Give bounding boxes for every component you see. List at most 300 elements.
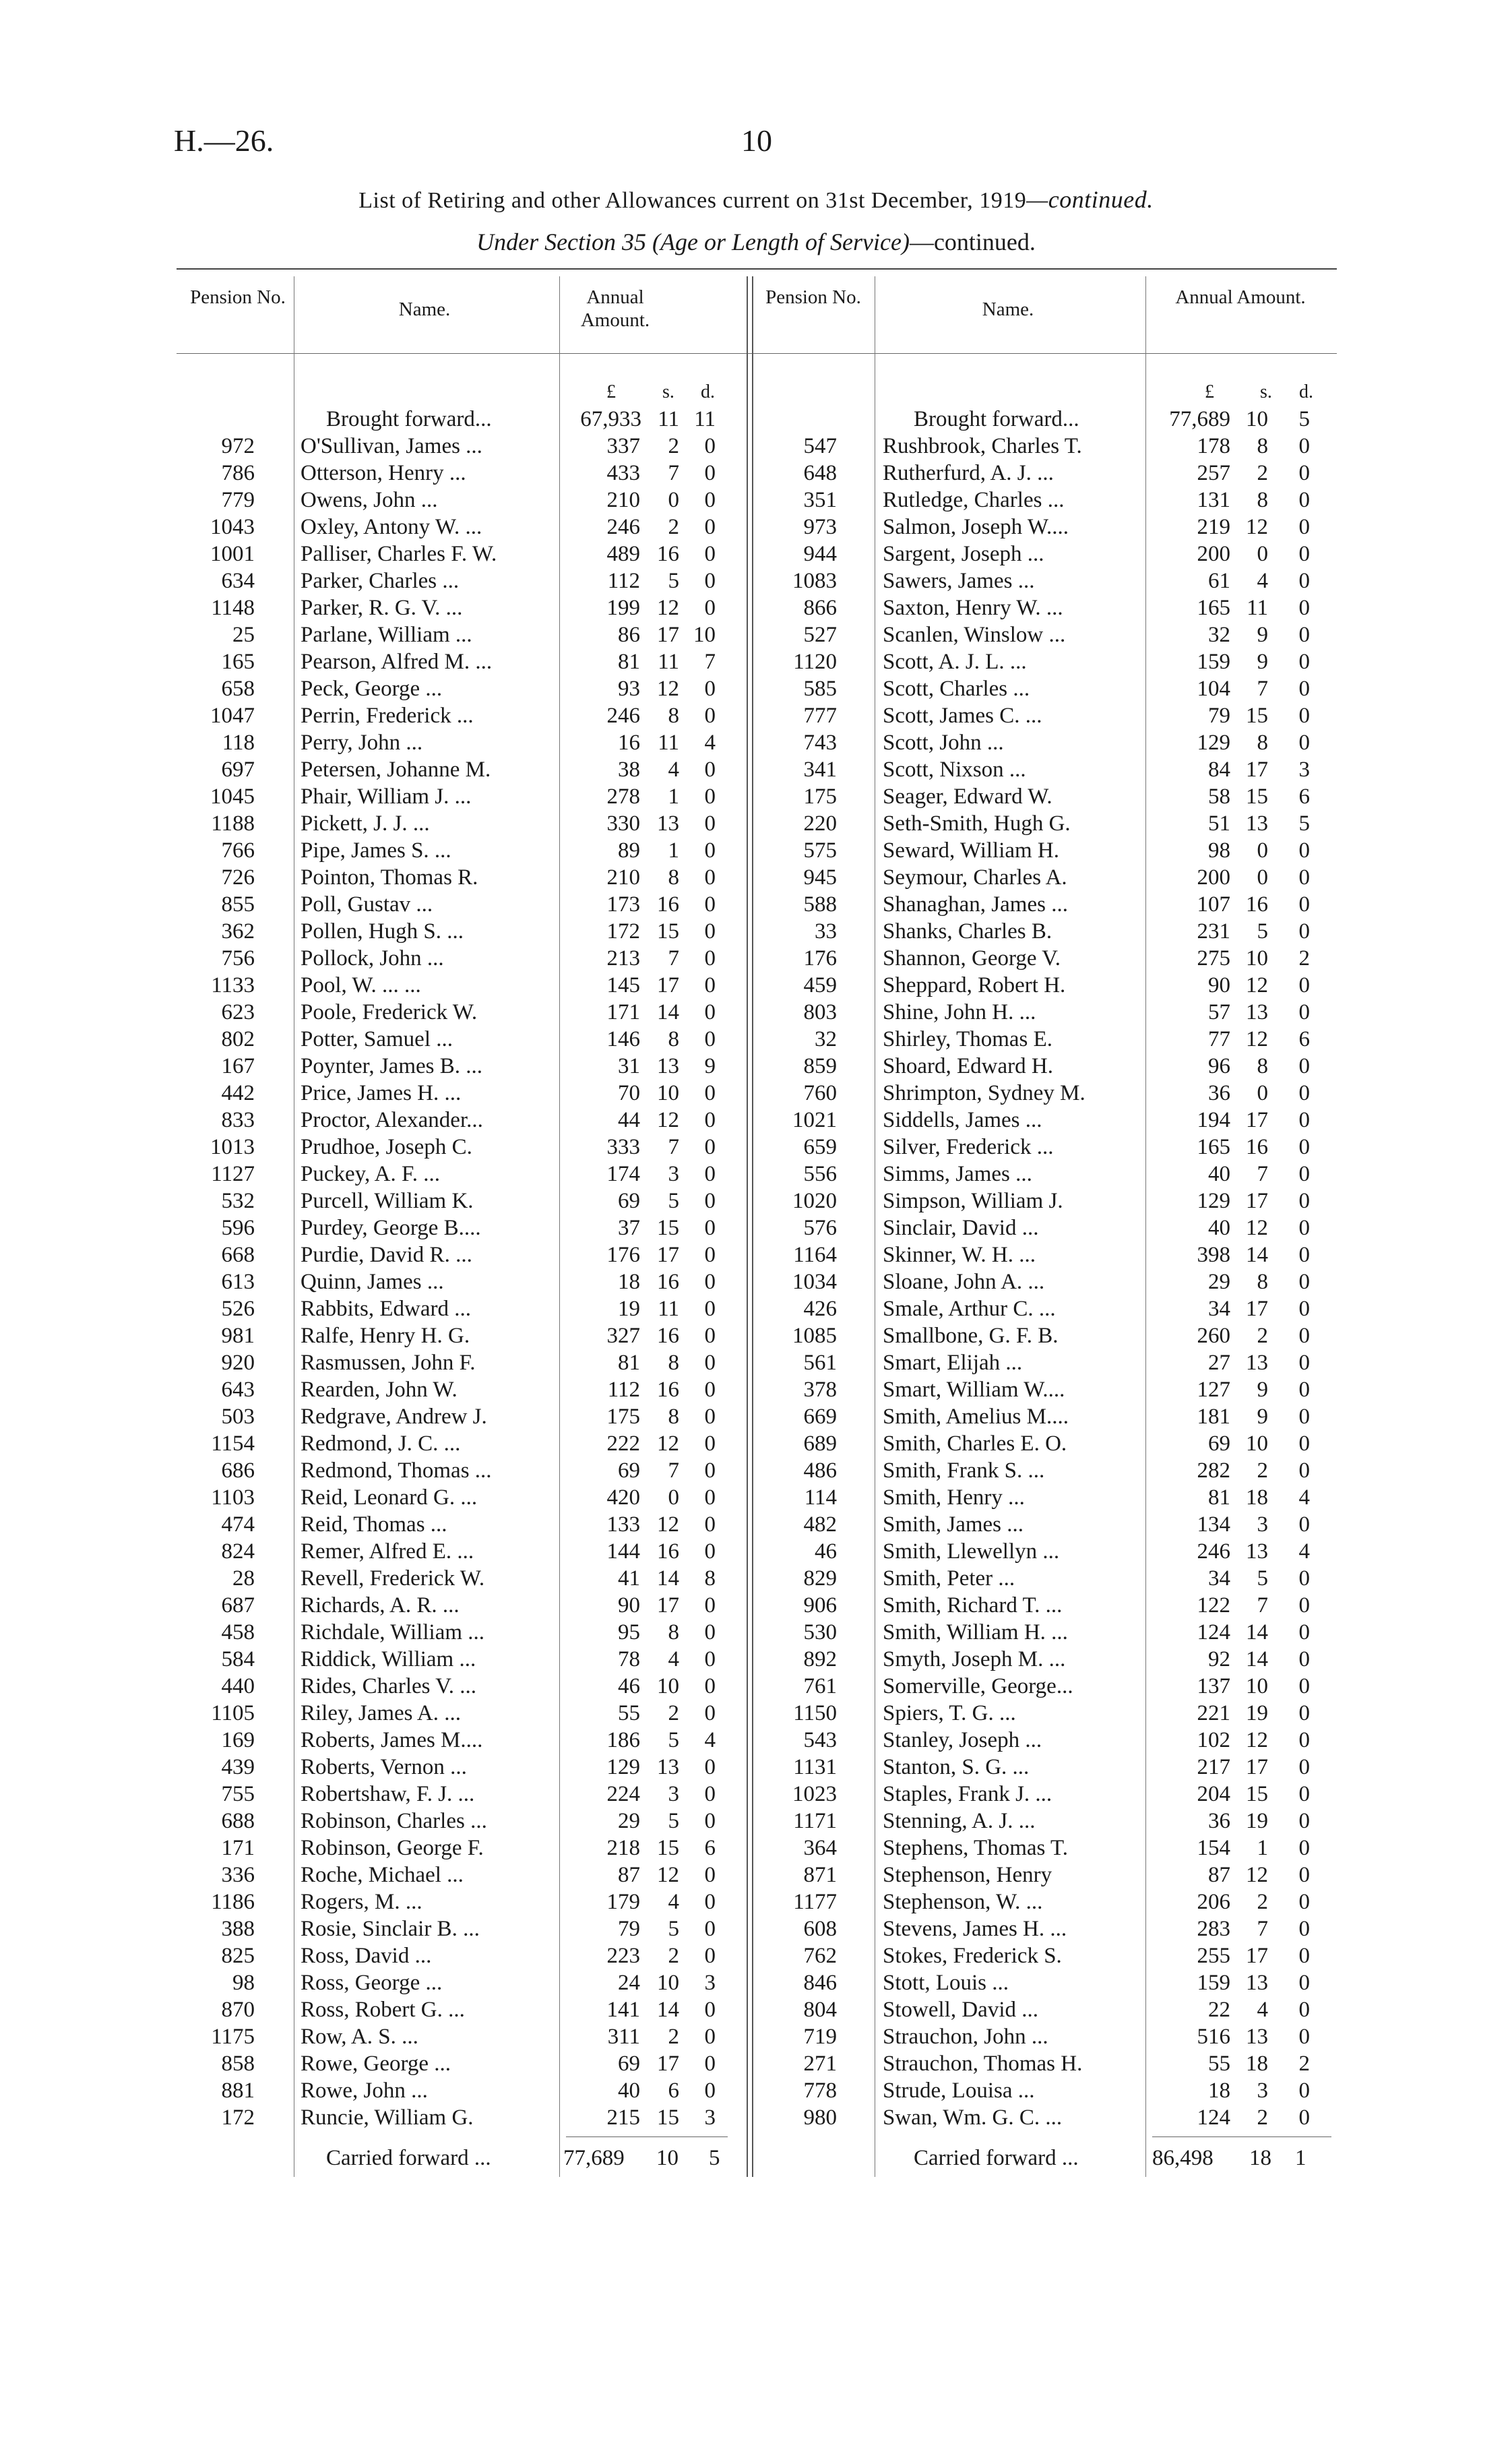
left-pounds-cell: 175 (606, 1405, 640, 1429)
left-pension-no-cell: 668 (221, 1243, 255, 1267)
right-table-row (0, 1862, 1512, 1888)
left-name-cell: Ross, David ... (301, 1944, 432, 1968)
right-shillings-cell: 12 (1246, 973, 1268, 997)
right-table-row (0, 1781, 1512, 1808)
left-pounds-cell: 278 (606, 785, 640, 809)
right-pence-cell: 0 (1298, 1270, 1310, 1294)
left-shillings-cell: 17 (657, 1593, 679, 1618)
left-pension-no-cell: 613 (221, 1270, 255, 1294)
left-name-cell: Richards, A. R. ... (301, 1593, 460, 1618)
right-pension-no-cell: 608 (803, 1917, 837, 1941)
right-shillings-cell: 5 (1257, 919, 1268, 944)
right-pension-no-cell: 378 (803, 1378, 837, 1402)
right-table-row (0, 2104, 1512, 2131)
left-shillings-cell: 1 (668, 785, 679, 809)
left-pounds-cell: 18 (618, 1270, 640, 1294)
left-pence-cell: 0 (704, 1863, 716, 1887)
left-shillings-cell: 5 (668, 1809, 679, 1833)
right-brought-forward-pounds: 77,689 (1169, 407, 1230, 431)
right-pence-cell: 0 (1298, 1189, 1310, 1213)
left-pence-cell: 0 (704, 1297, 716, 1321)
left-pence-cell: 0 (704, 1378, 716, 1402)
right-pounds-cell: 398 (1197, 1243, 1230, 1267)
right-pence-cell: 0 (1298, 1405, 1310, 1429)
right-pence-cell: 0 (1298, 1351, 1310, 1375)
right-pounds-cell: 40 (1208, 1162, 1230, 1186)
left-shilling-header: s. (662, 381, 674, 402)
right-pounds-cell: 131 (1197, 488, 1230, 512)
right-pence-cell: 6 (1298, 785, 1310, 809)
right-name-cell: Staples, Frank J. ... (883, 1782, 1052, 1806)
right-pounds-cell: 246 (1197, 1539, 1230, 1564)
left-pence-cell: 0 (704, 1485, 716, 1510)
right-table-row (0, 1214, 1512, 1241)
right-pence-cell: 0 (1298, 1432, 1310, 1456)
left-pence-cell: 0 (704, 596, 716, 620)
right-table-row (0, 1484, 1512, 1511)
left-pounds-cell: 145 (606, 973, 640, 997)
left-pension-no-cell: 858 (221, 2052, 255, 2076)
right-pension-no-cell: 547 (803, 434, 837, 458)
left-pounds-cell: 78 (618, 1647, 640, 1671)
right-pence-cell: 0 (1298, 1378, 1310, 1402)
right-name-cell: Smith, Amelius M.... (883, 1405, 1069, 1429)
left-pounds-cell: 95 (618, 1620, 640, 1644)
right-shillings-cell: 4 (1257, 1998, 1268, 2022)
left-name-cell: Pollock, John ... (301, 946, 444, 971)
left-pounds-cell: 81 (618, 1351, 640, 1375)
right-pension-no-cell: 659 (803, 1135, 837, 1159)
right-pence-cell: 0 (1298, 1135, 1310, 1159)
left-pension-no-cell: 1175 (211, 2025, 255, 2049)
left-pounds-cell: 55 (618, 1701, 640, 1725)
right-pension-no-cell: 1171 (793, 1809, 837, 1833)
left-pence-cell: 0 (704, 1216, 716, 1240)
left-shillings-cell: 4 (668, 1890, 679, 1914)
right-shillings-cell: 13 (1246, 1000, 1268, 1024)
right-table-row (0, 918, 1512, 945)
right-pence-cell: 0 (1298, 677, 1310, 701)
right-pounds-cell: 206 (1197, 1890, 1230, 1914)
right-name-cell: Smith, Henry ... (883, 1485, 1025, 1510)
left-pence-cell: 10 (693, 623, 716, 647)
right-pence-cell: 0 (1298, 838, 1310, 863)
right-pence-cell: 5 (1298, 811, 1310, 836)
right-pounds-cell: 87 (1208, 1863, 1230, 1887)
left-name-cell: Oxley, Antony W. ... (301, 515, 482, 539)
right-pounds-cell: 178 (1197, 434, 1230, 458)
left-name-cell: Poll, Gustav ... (301, 892, 433, 917)
right-pension-no-cell: 1023 (792, 1782, 837, 1806)
right-name-cell: Scott, A. J. L. ... (883, 650, 1027, 674)
right-name-cell: Sargent, Joseph ... (883, 542, 1044, 566)
left-pence-cell: 0 (704, 704, 716, 728)
right-name-cell: Strauchon, John ... (883, 2025, 1048, 2049)
right-name-cell: Somerville, George... (883, 1674, 1073, 1698)
left-shillings-cell: 14 (657, 1998, 679, 2022)
right-table-row (0, 1295, 1512, 1322)
left-pension-no-cell: 169 (221, 1728, 255, 1752)
right-name-cell: Smith, Frank S. ... (883, 1458, 1045, 1483)
left-shillings-cell: 12 (657, 1432, 679, 1456)
right-name-cell: Seth-Smith, Hugh G. (883, 811, 1071, 836)
right-name-cell: Smith, Peter ... (883, 1566, 1015, 1591)
right-pension-no-cell: 426 (803, 1297, 837, 1321)
left-pounds-cell: 199 (606, 596, 640, 620)
right-pension-no-cell: 669 (803, 1405, 837, 1429)
right-name-cell: Smallbone, G. F. B. (883, 1324, 1059, 1348)
right-shillings-cell: 13 (1246, 2025, 1268, 2049)
right-table-row (0, 891, 1512, 918)
left-pension-no-cell: 881 (221, 2079, 255, 2103)
left-pence-cell: 0 (704, 865, 716, 890)
left-shillings-cell: 3 (668, 1162, 679, 1186)
right-pence-cell: 0 (1298, 1647, 1310, 1671)
left-name-cell: Ross, Robert G. ... (301, 1998, 465, 2022)
right-table-row (0, 1080, 1512, 1107)
left-pension-no-cell: 1105 (211, 1701, 255, 1725)
right-table-row (0, 1107, 1512, 1134)
right-pension-no-cell: 351 (803, 488, 837, 512)
left-shillings-cell: 17 (657, 623, 679, 647)
left-pension-no-cell: 503 (221, 1405, 255, 1429)
right-shillings-cell: 12 (1246, 1863, 1268, 1887)
right-pension-no-cell: 543 (803, 1728, 837, 1752)
right-table-row (0, 1026, 1512, 1053)
left-pension-no-cell: 1045 (210, 785, 255, 809)
left-shillings-cell: 12 (657, 1512, 679, 1537)
left-pension-no-cell: 458 (221, 1620, 255, 1644)
right-table-row (0, 756, 1512, 783)
left-pounds-cell: 210 (606, 488, 640, 512)
left-shillings-cell: 16 (657, 1324, 679, 1348)
left-pence-cell: 0 (704, 1189, 716, 1213)
right-pence-cell: 0 (1298, 1512, 1310, 1537)
right-table-row (0, 1241, 1512, 1268)
left-shillings-cell: 13 (657, 811, 679, 836)
right-shillings-cell: 8 (1257, 434, 1268, 458)
left-pence-cell: 0 (704, 785, 716, 809)
left-pounds-cell: 40 (618, 2079, 640, 2103)
left-pounds-cell: 133 (606, 1512, 640, 1537)
left-shillings-cell: 4 (668, 1647, 679, 1671)
right-pence-cell: 0 (1298, 1566, 1310, 1591)
right-shillings-cell: 9 (1257, 650, 1268, 674)
right-table-row (0, 864, 1512, 891)
right-shillings-cell: 10 (1246, 1674, 1268, 1698)
right-name-cell: Smart, William W.... (883, 1378, 1065, 1402)
right-pension-no-cell: 1085 (792, 1324, 837, 1348)
left-shillings-cell: 5 (668, 1728, 679, 1752)
left-pence-cell: 0 (704, 946, 716, 971)
left-pence-cell: 0 (704, 1351, 716, 1375)
right-shillings-cell: 12 (1246, 1728, 1268, 1752)
right-pounds-cell: 124 (1197, 1620, 1230, 1644)
right-pension-no-cell: 588 (803, 892, 837, 917)
left-name-cell: Roberts, James M.... (301, 1728, 483, 1752)
left-pence-cell: 0 (704, 1458, 716, 1483)
left-pension-no-cell: 388 (221, 1917, 255, 1941)
left-name-cell: Perry, John ... (301, 731, 423, 755)
right-pence-cell: 0 (1298, 704, 1310, 728)
right-pension-no-cell: 1120 (793, 650, 837, 674)
left-pounds-cell: 433 (606, 461, 640, 485)
left-name-cell: Rogers, M. ... (301, 1890, 422, 1914)
left-pence-cell: 0 (704, 1890, 716, 1914)
right-pension-no-cell: 576 (803, 1216, 837, 1240)
right-pounds-cell: 51 (1208, 811, 1230, 836)
right-pension-no-cell: 561 (803, 1351, 837, 1375)
right-pounds-cell: 55 (1208, 2052, 1230, 2076)
left-pension-no-cell: 167 (221, 1054, 255, 1078)
left-pension-no-cell: 825 (221, 1944, 255, 1968)
header-top-rule (177, 268, 1337, 270)
left-name-cell: Pool, W. ... ... (301, 973, 421, 997)
right-table-row (0, 567, 1512, 594)
left-pension-no-cell: 1013 (210, 1135, 255, 1159)
table-title-suffix: —continued. (1026, 186, 1154, 213)
right-shillings-cell: 15 (1246, 785, 1268, 809)
right-pension-no-cell: 866 (803, 596, 837, 620)
right-pension-no-cell: 777 (803, 704, 837, 728)
right-name-cell: Shrimpton, Sydney M. (883, 1081, 1085, 1105)
left-name-cell: Reid, Leonard G. ... (301, 1485, 478, 1510)
left-pounds-cell: 489 (606, 542, 640, 566)
left-pence-cell: 0 (704, 1243, 716, 1267)
right-table-row (0, 1565, 1512, 1592)
left-pounds-cell: 112 (607, 569, 640, 593)
left-shillings-cell: 15 (657, 2105, 679, 2130)
left-pound-header: £ (606, 381, 616, 402)
right-pension-no-cell: 945 (803, 865, 837, 890)
left-pounds-cell: 89 (618, 838, 640, 863)
left-name-cell: Robertshaw, F. J. ... (301, 1782, 475, 1806)
left-name-cell: Redmond, J. C. ... (301, 1432, 461, 1456)
right-table-row (0, 1188, 1512, 1214)
left-pension-no-cell: 1133 (211, 973, 255, 997)
right-shillings-cell: 5 (1257, 1566, 1268, 1591)
left-pence-cell: 0 (704, 1917, 716, 1941)
right-shillings-cell: 12 (1246, 1216, 1268, 1240)
right-pension-no-cell: 803 (803, 1000, 837, 1024)
right-pence-cell: 2 (1298, 946, 1310, 971)
right-name-cell: Seward, William H. (883, 838, 1060, 863)
left-pension-no-cell: 1043 (210, 515, 255, 539)
right-name-cell: Shannon, George V. (883, 946, 1061, 971)
left-pension-no-cell: 442 (221, 1081, 255, 1105)
col-amount-right: Annual Amount. (1175, 286, 1306, 308)
left-brought-forward-pence: 11 (694, 407, 716, 431)
left-name-cell: Phair, William J. ... (301, 785, 472, 809)
right-name-cell: Smith, Richard T. ... (883, 1593, 1063, 1618)
left-pounds-cell: 93 (618, 677, 640, 701)
footer-rule-left (566, 2136, 728, 2137)
left-name-cell: Rosie, Sinclair B. ... (301, 1917, 480, 1941)
left-pounds-cell: 79 (618, 1917, 640, 1941)
left-pounds-cell: 224 (606, 1782, 640, 1806)
left-pounds-cell: 337 (606, 434, 640, 458)
right-pension-no-cell: 341 (803, 758, 837, 782)
left-name-cell: Puckey, A. F. ... (301, 1162, 440, 1186)
left-pounds-cell: 141 (606, 1998, 640, 2022)
right-table-row (0, 1430, 1512, 1457)
right-shillings-cell: 8 (1257, 1054, 1268, 1078)
right-pence-cell: 0 (1298, 1216, 1310, 1240)
right-table-row (0, 702, 1512, 729)
right-pension-no-cell: 585 (803, 677, 837, 701)
left-pence-cell: 0 (704, 1944, 716, 1968)
left-pension-no-cell: 1188 (211, 811, 255, 836)
right-pence-cell: 0 (1298, 2105, 1310, 2130)
left-pension-no-cell: 634 (221, 569, 255, 593)
right-pounds-cell: 134 (1197, 1512, 1230, 1537)
left-pounds-cell: 112 (607, 1378, 640, 1402)
left-name-cell: Poynter, James B. ... (301, 1054, 482, 1078)
left-shillings-cell: 8 (668, 1620, 679, 1644)
right-pension-no-cell: 1020 (792, 1189, 837, 1213)
right-shillings-cell: 1 (1257, 1836, 1268, 1860)
left-shillings-cell: 10 (657, 1674, 679, 1698)
left-name-cell: Pipe, James S. ... (301, 838, 451, 863)
left-name-cell: Parker, Charles ... (301, 569, 460, 593)
right-pounds-cell: 92 (1208, 1647, 1230, 1671)
right-table-row (0, 460, 1512, 487)
right-shillings-cell: 14 (1246, 1243, 1268, 1267)
right-table-row (0, 621, 1512, 648)
left-shillings-cell: 8 (668, 1405, 679, 1429)
left-pounds-cell: 330 (606, 811, 640, 836)
left-shillings-cell: 11 (658, 1297, 679, 1321)
right-table-row (0, 1915, 1512, 1942)
right-shillings-cell: 11 (1247, 596, 1268, 620)
right-table-row (0, 1538, 1512, 1565)
right-table-row (0, 1322, 1512, 1349)
left-pension-no-cell: 766 (221, 838, 255, 863)
right-shillings-cell: 14 (1246, 1647, 1268, 1671)
right-pounds-cell: 58 (1208, 785, 1230, 809)
left-shillings-cell: 16 (657, 892, 679, 917)
right-name-cell: Scott, John ... (883, 731, 1004, 755)
right-pension-no-cell: 530 (803, 1620, 837, 1644)
right-table-row (0, 972, 1512, 999)
right-pence-cell: 0 (1298, 488, 1310, 512)
right-brought-forward-row (0, 406, 1512, 433)
right-pence-cell: 3 (1298, 758, 1310, 782)
right-pence-cell: 0 (1298, 569, 1310, 593)
right-name-cell: Stephens, Thomas T. (883, 1836, 1068, 1860)
left-shillings-cell: 8 (668, 704, 679, 728)
left-pension-no-cell: 833 (221, 1108, 255, 1132)
right-pounds-cell: 84 (1208, 758, 1230, 782)
left-shillings-cell: 14 (657, 1000, 679, 1024)
right-pension-no-cell: 220 (803, 811, 837, 836)
left-name-cell: Robinson, George F. (301, 1836, 484, 1860)
right-pension-no-cell: 906 (803, 1593, 837, 1618)
right-pension-no-cell: 761 (803, 1674, 837, 1698)
right-name-cell: Scanlen, Winslow ... (883, 623, 1066, 647)
left-name-cell: Petersen, Johanne M. (301, 758, 491, 782)
left-shillings-cell: 15 (657, 919, 679, 944)
right-name-cell: Stephenson, Henry (883, 1863, 1052, 1887)
left-pounds-cell: 174 (606, 1162, 640, 1186)
right-name-cell: Stephenson, W. ... (883, 1890, 1043, 1914)
right-shillings-cell: 10 (1246, 1432, 1268, 1456)
left-name-cell: Price, James H. ... (301, 1081, 462, 1105)
right-table-row (0, 1053, 1512, 1080)
left-name-cell: Robinson, Charles ... (301, 1809, 487, 1833)
right-name-cell: Stott, Louis ... (883, 1971, 1009, 1995)
right-pence-cell: 4 (1298, 1485, 1310, 1510)
left-pounds-cell: 218 (606, 1836, 640, 1860)
left-pounds-cell: 19 (618, 1297, 640, 1321)
left-pounds-cell: 223 (606, 1944, 640, 1968)
right-shillings-cell: 19 (1246, 1701, 1268, 1725)
right-name-cell: Spiers, T. G. ... (883, 1701, 1016, 1725)
right-pension-no-cell: 762 (803, 1944, 837, 1968)
right-pension-no-cell: 1131 (793, 1755, 837, 1779)
left-pounds-cell: 246 (606, 704, 640, 728)
right-pounds-cell: 221 (1197, 1701, 1230, 1725)
left-pence-cell: 0 (704, 973, 716, 997)
left-pence-cell: 3 (704, 1971, 716, 1995)
right-pence-cell: 0 (1298, 1917, 1310, 1941)
left-shillings-cell: 12 (657, 677, 679, 701)
right-table-row (0, 1134, 1512, 1161)
right-pension-no-cell: 871 (803, 1863, 837, 1887)
left-shillings-cell: 11 (658, 731, 679, 755)
left-shillings-cell: 5 (668, 1917, 679, 1941)
left-pension-no-cell: 824 (221, 1539, 255, 1564)
right-shillings-cell: 2 (1257, 1458, 1268, 1483)
right-pounds-cell: 165 (1197, 596, 1230, 620)
right-shillings-cell: 9 (1257, 1405, 1268, 1429)
left-pence-cell: 9 (704, 1054, 716, 1078)
left-pence-cell: 4 (704, 731, 716, 755)
left-pension-no-cell: 687 (221, 1593, 255, 1618)
right-name-cell: Scott, Charles ... (883, 677, 1030, 701)
right-carried-forward-pounds: 86,498 (1152, 2146, 1214, 2170)
left-pounds-cell: 215 (606, 2105, 640, 2130)
left-shillings-cell: 4 (668, 758, 679, 782)
right-pension-table (0, 406, 1512, 2131)
right-pence-cell: 0 (1298, 731, 1310, 755)
left-pence-cell: 0 (704, 1620, 716, 1644)
left-carried-forward-label: Carried forward ... (326, 2146, 491, 2170)
right-table-row (0, 1700, 1512, 1727)
right-table-row (0, 1376, 1512, 1403)
left-pounds-cell: 420 (606, 1485, 640, 1510)
right-pence-cell: 0 (1298, 1890, 1310, 1914)
right-pounds-cell: 137 (1197, 1674, 1230, 1698)
right-table-row (0, 1996, 1512, 2023)
right-name-cell: Stevens, James H. ... (883, 1917, 1067, 1941)
left-shillings-cell: 7 (668, 461, 679, 485)
left-pension-no-cell: 623 (221, 1000, 255, 1024)
right-pension-no-cell: 846 (803, 1971, 837, 1995)
right-pounds-cell: 127 (1197, 1378, 1230, 1402)
right-shillings-cell: 2 (1257, 2105, 1268, 2130)
right-pence-cell: 0 (1298, 1620, 1310, 1644)
left-pence-cell: 0 (704, 1593, 716, 1618)
right-pounds-cell: 79 (1208, 704, 1230, 728)
left-pension-no-cell: 756 (221, 946, 255, 971)
col-pension-no-right: Pension No. (765, 286, 861, 308)
left-pounds-cell: 87 (618, 1863, 640, 1887)
right-pence-cell: 0 (1298, 650, 1310, 674)
right-name-cell: Shanks, Charles B. (883, 919, 1052, 944)
left-pence-cell: 0 (704, 677, 716, 701)
right-name-cell: Rushbrook, Charles T. (883, 434, 1082, 458)
